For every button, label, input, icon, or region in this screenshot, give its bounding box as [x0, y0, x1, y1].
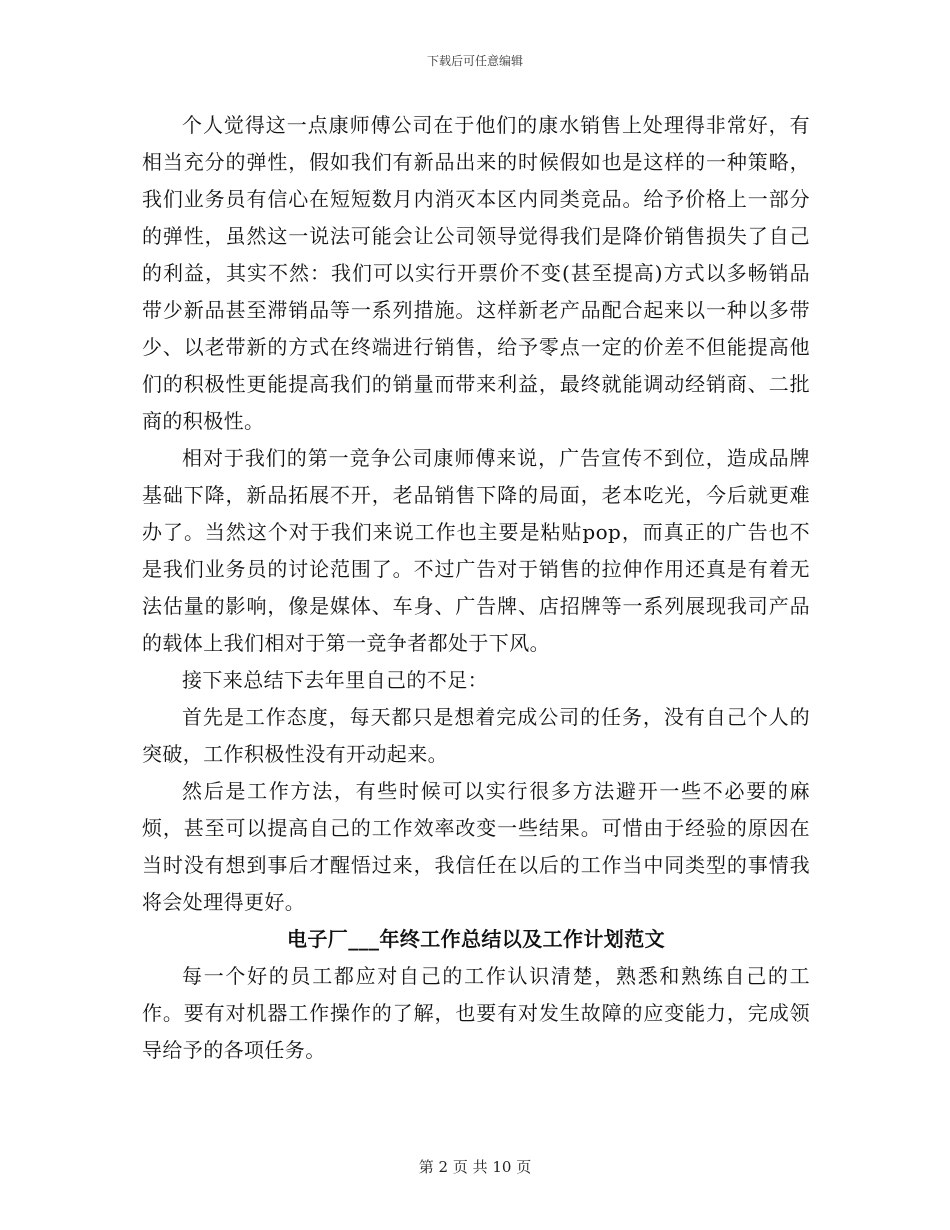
page-number-footer: 第 2 页 共 10 页 — [418, 1158, 532, 1176]
paragraph-work-method: 然后是工作方法，有些时候可以实行很多方法避开一些不必要的麻烦，甚至可以提高自己的工作效率改变一些结果。可惜由于经验的原因在当时没有想到事后才醒悟过来，我信任在以后的工作当中同类型的事情我将会处理得更好。 — [142, 779, 810, 914]
paragraph-shortcomings-intro: 接下来总结下去年里自己的不足： — [182, 668, 488, 692]
paragraph-advertising: 相对于我们的第一竞争公司康师傅来说，广告宣传不到位，造成品牌基础下降，新品拓展不开，老品销售下降的局面，老本吃光，今后就更难办了。当然这个对于我们来说工作也主要是粘贴pop，而真正的广告也不是我们业务员的讨论范围了。不过广告对于销售的拉伸作用还真是有着无法估量的影响，像是媒体、车身、广告牌、店招牌等一系列展现我司产品的载体上我们相对于第一竞争者都处于下风。 — [142, 446, 810, 655]
section-title: 电子厂___年终工作总结以及工作计划范文 — [287, 927, 665, 951]
document-body — [142, 107, 810, 1069]
page-header-note: 下载后可任意编辑 — [426, 54, 523, 68]
paragraph-employee-duties: 每一个好的员工都应对自己的工作认识清楚，熟悉和熟练自己的工作。要有对机器工作操作的了解，也要有对发生故障的应变能力，完成领导给予的各项任务。 — [142, 964, 810, 1062]
paragraph-work-attitude: 首先是工作态度，每天都只是想着完成公司的任务，没有自己个人的突破，工作积极性没有开动起来。 — [142, 705, 810, 766]
paragraph-pricing-flexibility: 个人觉得这一点康师傅公司在于他们的康水销售上处理得非常好，有相当充分的弹性，假如我们有新品出来的时候假如也是这样的一种策略，我们业务员有信心在短短数月内消灭本区内同类竞品。给予价格上一部分的弹性，虽然这一说法可能会让公司领导觉得我们是降价销售损失了自己的利益，其实不然：我们可以实行开票价不变(甚至提高)方式以多畅销品带少新品甚至滞销品等一系列措施。这样新老产品配合起来以一种以多带少、以老带新的方式在终端进行销售，给予零点一定的价差不但能提高他们的积极性更能提高我们的销量而带来利益，最终就能调动经销商、二批商的积极性。 — [142, 113, 810, 433]
